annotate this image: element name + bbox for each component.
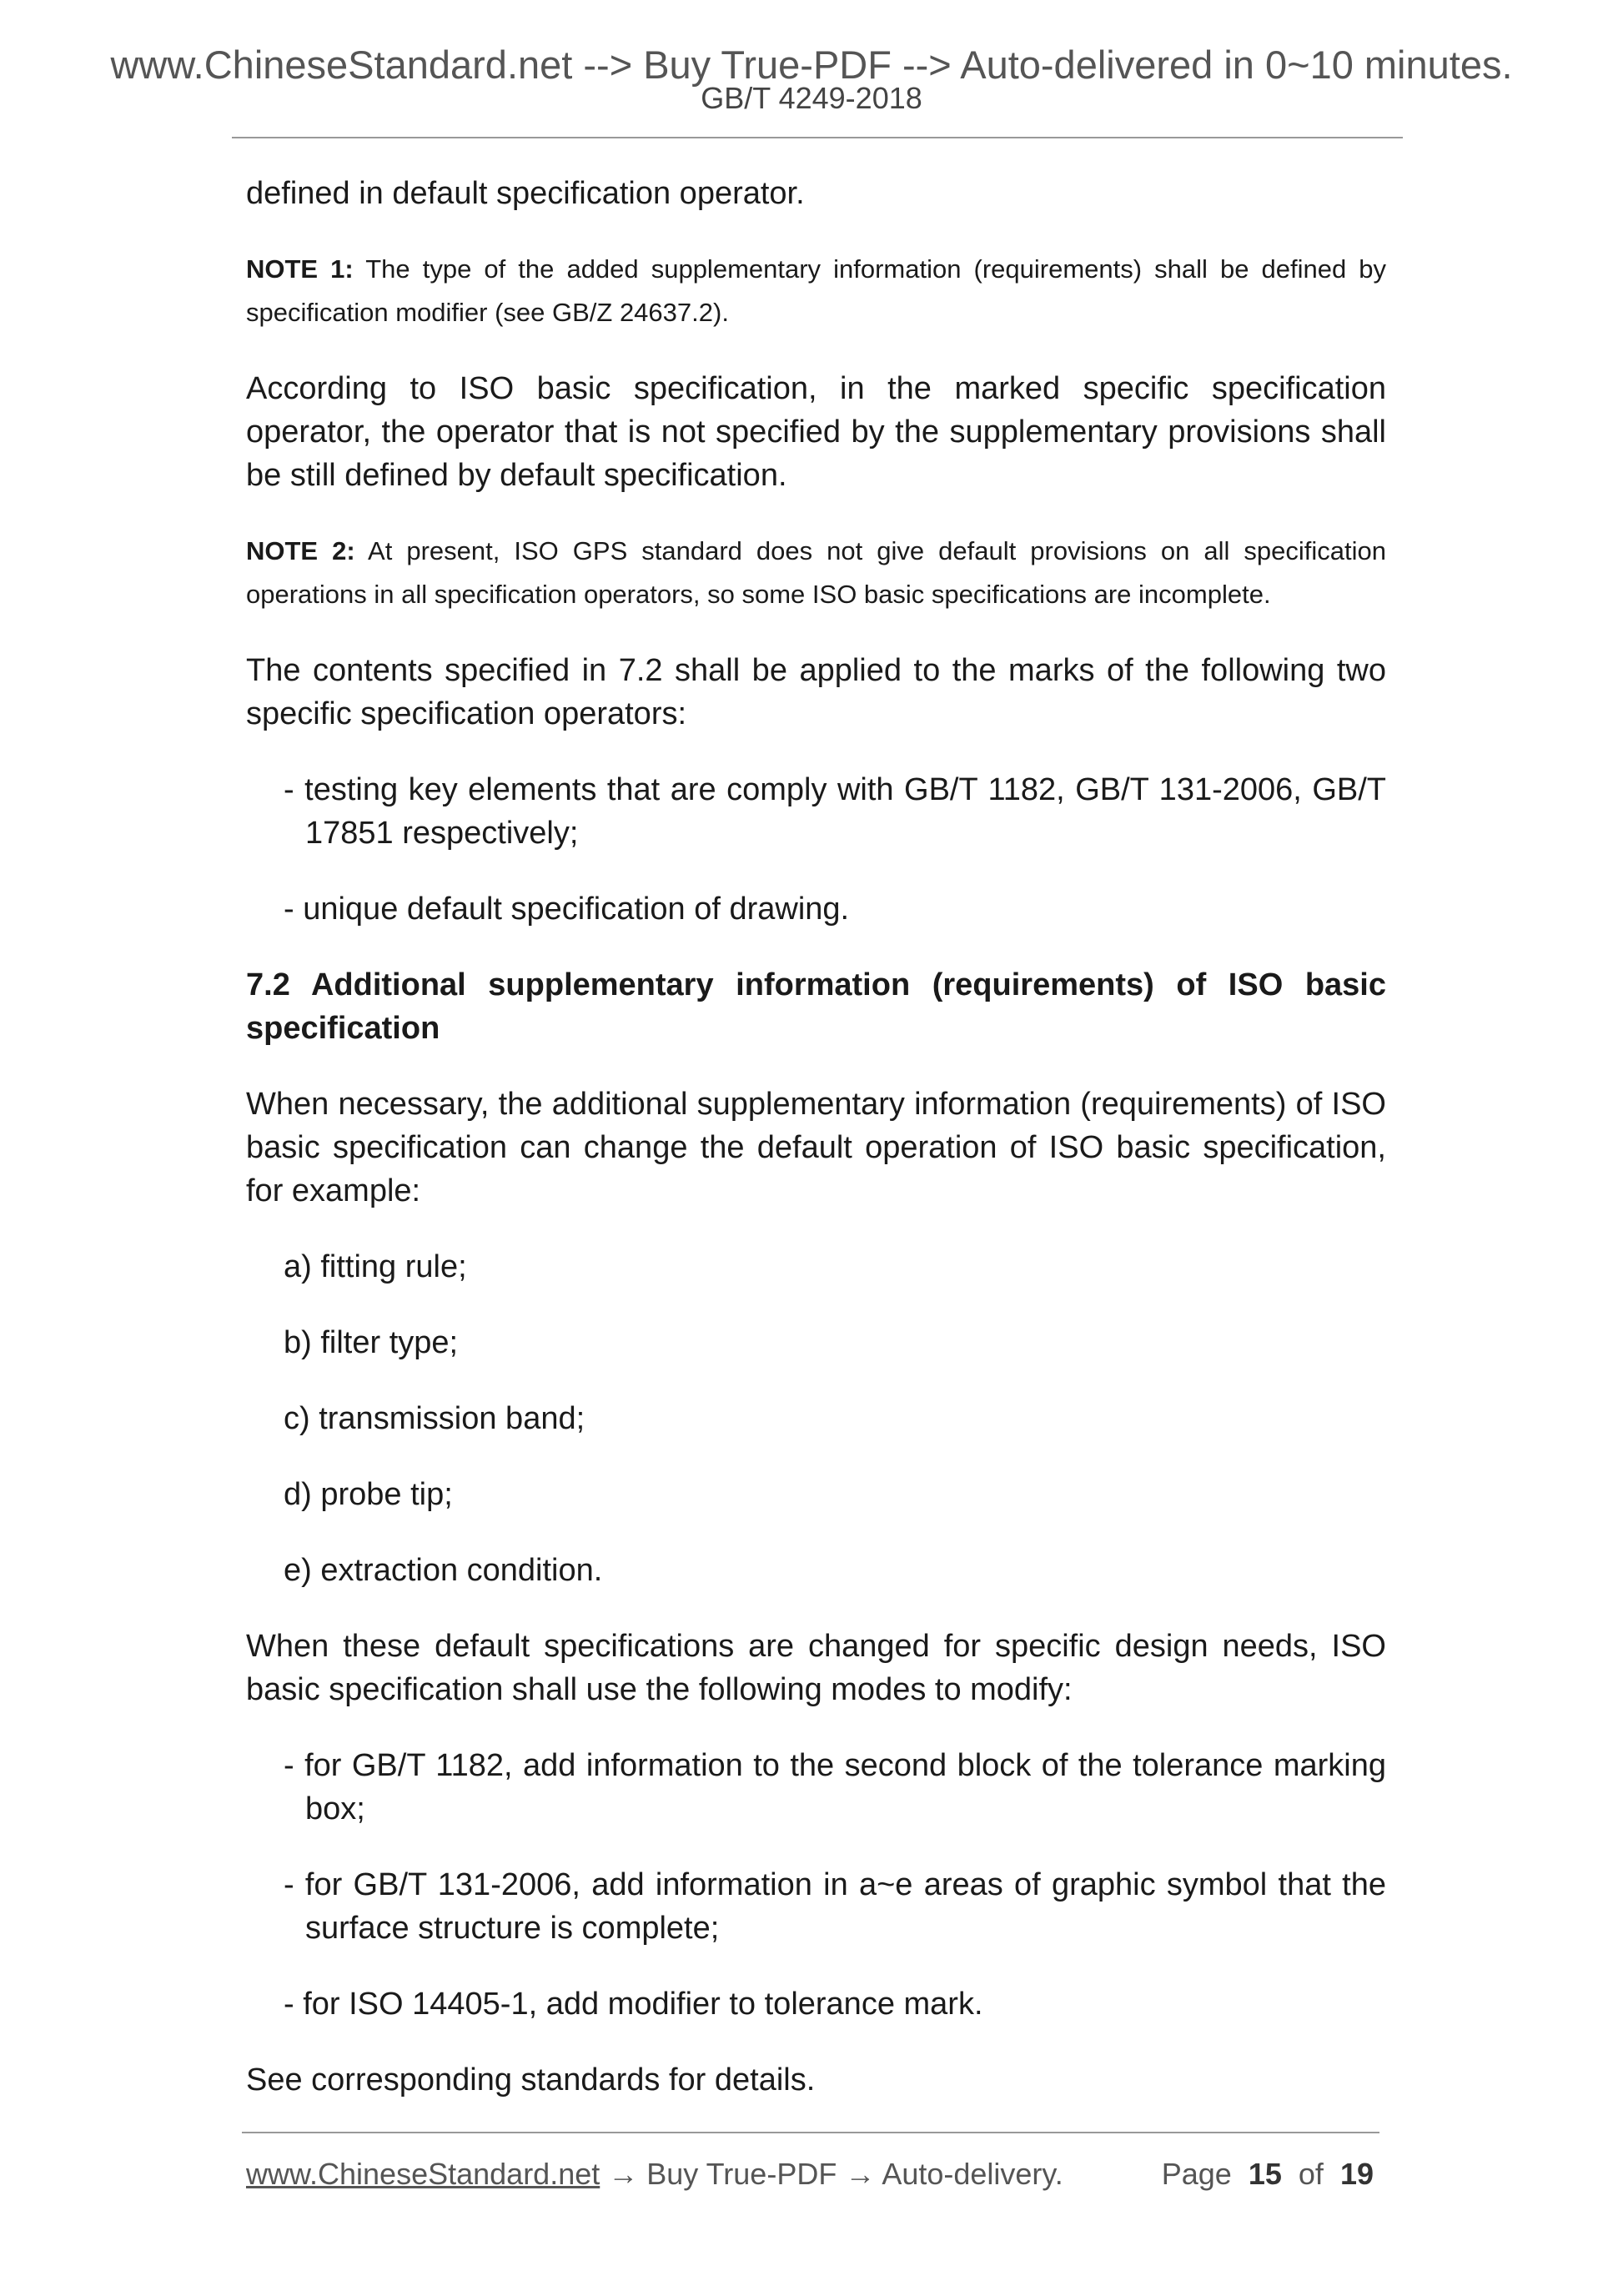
bullet-item: - for ISO 14405-1, add modifier to tolerance mark. <box>284 1987 983 2022</box>
note-1 <box>246 248 1386 334</box>
page-label: Page <box>1161 2157 1232 2191</box>
page-indicator <box>1162 2156 1374 2193</box>
footer-tagline: → Buy True-PDF → Auto-delivery. <box>600 2157 1063 2191</box>
page-body <box>246 172 1386 2134</box>
bullet-item: - testing key elements that are comply with GB/T 1182, GB/T 131-2006, GB/T 17851 respectively; <box>284 772 1386 851</box>
bullet-item: - for GB/T 1182, add information to the second block of the tolerance marking box; <box>284 1748 1386 1826</box>
paragraph-4: When necessary, the additional supplementary information (requirements) of ISO basic specification can change the default operation of ISO basic specification, for example: <box>246 1087 1386 1208</box>
footer <box>246 2156 1380 2193</box>
paragraph-1: defined in default specification operator. <box>246 176 805 211</box>
list-item: a) fitting rule; <box>284 1249 467 1284</box>
paragraph-6: See corresponding standards for details. <box>246 2062 816 2098</box>
of-label: of <box>1298 2157 1324 2191</box>
bullet-item: - for GB/T 131-2006, add information in a~e areas of graphic symbol that the surface structure is complete; <box>284 1867 1386 1946</box>
note-1-label: NOTE 1: <box>246 254 354 284</box>
note-2-label: NOTE 2: <box>246 536 355 565</box>
list-item: e) extraction condition. <box>284 1553 603 1588</box>
section-heading: 7.2 Additional supplementary information (requirements) of ISO basic specification <box>246 967 1386 1046</box>
list-item: d) probe tip; <box>284 1477 453 1512</box>
header-divider <box>232 137 1403 138</box>
note-2-text: At present, ISO GPS standard does not give default provisions on all specification operations in all specification operators, so some ISO basic specifications are incomplete. <box>246 536 1386 609</box>
standard-code: GB/T 4249-2018 <box>701 81 922 115</box>
footer-website-link[interactable]: www.ChineseStandard.net <box>246 2157 600 2191</box>
footer-divider <box>242 2132 1379 2133</box>
page-total: 19 <box>1339 2157 1374 2191</box>
header-banner: www.ChineseStandard.net --> Buy True-PDF --> Auto-delivered in 0~10 minutes. <box>110 43 1513 87</box>
bullet-item: - unique default specification of drawing. <box>284 892 850 927</box>
paragraph-2: According to ISO basic specification, in the marked specific specification operator, the operator that is not specified by the supplementary provisions shall be still defined by default specification. <box>246 371 1386 493</box>
note-2 <box>246 530 1386 616</box>
page-number: 15 <box>1248 2157 1282 2191</box>
note-1-text: The type of the added supplementary information (requirements) shall be defined by specification modifier (see GB/Z 24637.2). <box>246 254 1386 327</box>
list-item: b) filter type; <box>284 1325 459 1360</box>
paragraph-5: When these default specifications are changed for specific design needs, ISO basic specification shall use the following modes to modify: <box>246 1629 1386 1707</box>
paragraph-3: The contents specified in 7.2 shall be applied to the marks of the following two specific specification operators: <box>246 653 1386 731</box>
list-item: c) transmission band; <box>284 1401 585 1436</box>
